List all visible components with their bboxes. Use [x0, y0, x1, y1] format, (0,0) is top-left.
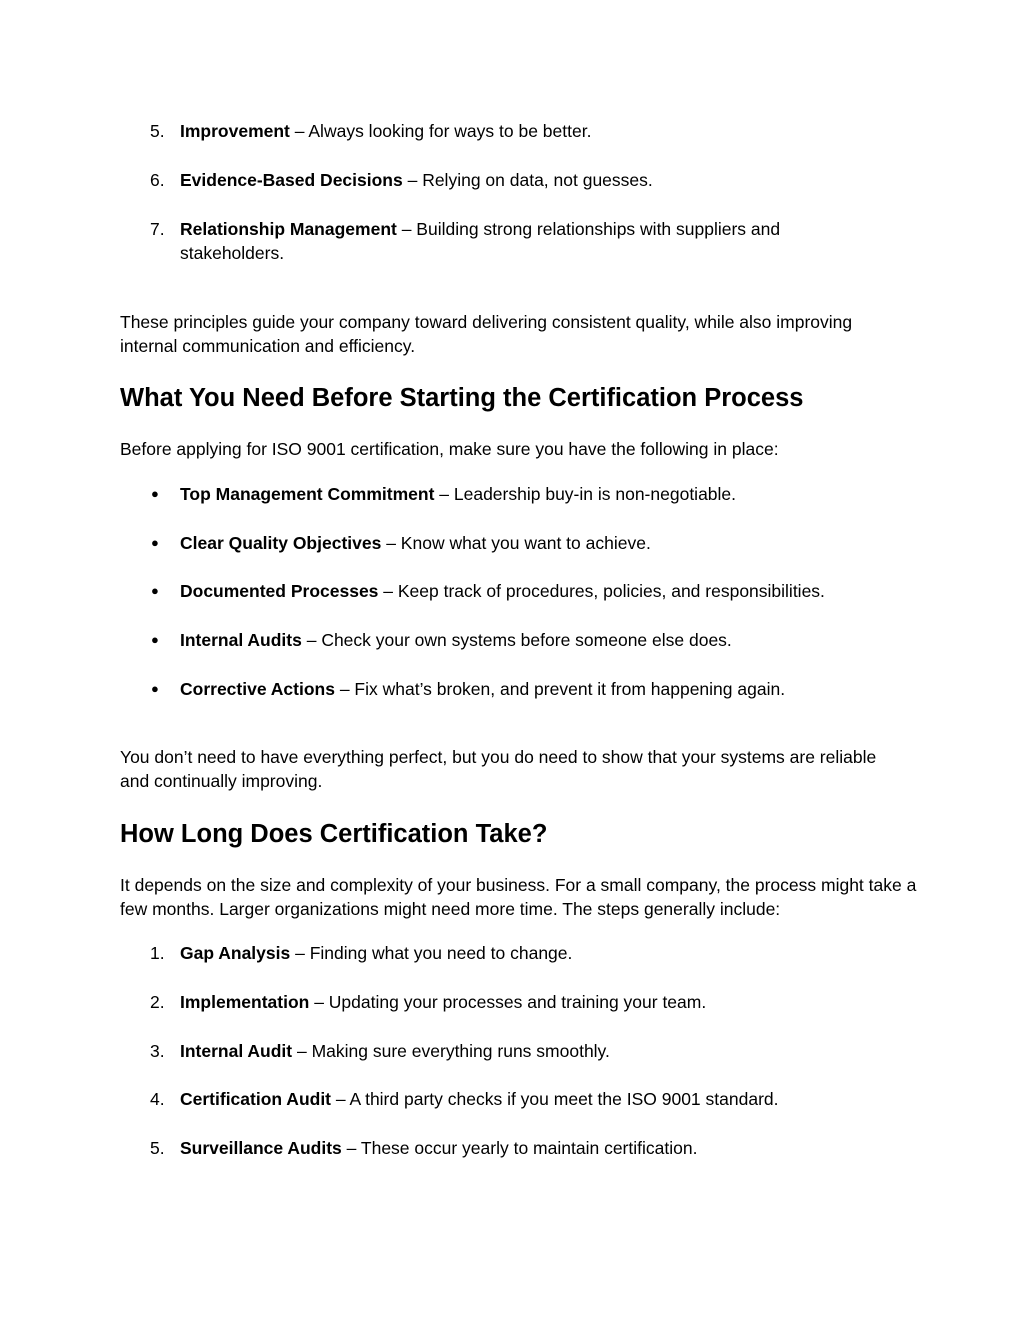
list-item-term: Surveillance Audits: [180, 1138, 342, 1158]
bullet-item: [180, 482, 900, 506]
bullet-item-text: – Keep track of procedures, policies, and responsibilities.: [378, 581, 825, 601]
bullet-icon: ●: [151, 486, 159, 501]
list-item: [180, 990, 900, 1014]
list-item: [180, 1039, 900, 1063]
bullet-icon: ●: [151, 632, 159, 647]
list-number: 6.: [150, 170, 165, 190]
list-item-text: – Updating your processes and training your team.: [309, 992, 707, 1012]
bullet-item-text: – Check your own systems before someone else does.: [301, 630, 732, 650]
body-paragraph: These principles guide your company toward delivering consistent quality, while also improving internal communication and efficiency.: [120, 312, 853, 356]
bullet-item-text: – Fix what’s broken, and prevent it from happening again.: [334, 679, 786, 699]
list-number: 4.: [150, 1089, 165, 1109]
bullet-item: [180, 531, 900, 555]
body-paragraph: It depends on the size and complexity of your business. For a small company, the process might take a few months. Larger organizations might need more time. The steps generally include:: [120, 875, 917, 919]
list-item-term: Evidence-Based Decisions: [180, 170, 403, 190]
bullet-item-term: Documented Processes: [180, 581, 379, 601]
bullet-item: [180, 628, 900, 652]
bullet-item-text: – Know what you want to achieve.: [381, 533, 651, 553]
list-item: [180, 941, 900, 965]
bullet-item-term: Internal Audits: [180, 630, 302, 650]
list-item: [180, 1136, 900, 1160]
bullet-icon: ●: [151, 583, 159, 598]
bullet-item-term: Clear Quality Objectives: [180, 533, 382, 553]
list-item-text: – Making sure everything runs smoothly.: [292, 1041, 610, 1061]
list-item-term: Internal Audit: [180, 1041, 293, 1061]
list-item-text: – These occur yearly to maintain certification.: [341, 1138, 698, 1158]
list-item-term: Relationship Management: [180, 219, 397, 239]
bullet-icon: ●: [151, 681, 159, 696]
list-number: 3.: [150, 1041, 165, 1061]
bullet-item: [180, 677, 900, 701]
body-paragraph: Before applying for ISO 9001 certification, make sure you have the following in place:: [120, 439, 779, 459]
list-item-term: Improvement: [180, 121, 290, 141]
list-item-text: – Relying on data, not guesses.: [402, 170, 653, 190]
list-item-term: Gap Analysis: [180, 943, 291, 963]
list-number: 2.: [150, 992, 165, 1012]
list-number: 5.: [150, 121, 165, 141]
list-item-text: – Finding what you need to change.: [290, 943, 573, 963]
list-item: [180, 119, 900, 143]
list-number: 7.: [150, 219, 165, 239]
list-item: [180, 168, 900, 192]
list-item-term: Implementation: [180, 992, 310, 1012]
list-item: [180, 217, 840, 265]
section-heading: How Long Does Certification Take?: [120, 820, 548, 848]
bullet-item-term: Corrective Actions: [180, 679, 335, 699]
list-item: [180, 1087, 900, 1111]
bullet-item-text: – Leadership buy-in is non-negotiable.: [434, 484, 737, 504]
list-number: 5.: [150, 1138, 165, 1158]
bullet-item-term: Top Management Commitment: [180, 484, 435, 504]
list-item-term: Certification Audit: [180, 1089, 332, 1109]
list-item-text: – Building strong relationships with suppliers and stakeholders.: [180, 219, 781, 263]
list-number: 1.: [150, 943, 165, 963]
bullet-item: [180, 579, 900, 603]
section-heading: What You Need Before Starting the Certification Process: [120, 384, 804, 412]
list-item-text: – Always looking for ways to be better.: [289, 121, 592, 141]
list-item-text: – A third party checks if you meet the ISO 9001 standard.: [331, 1089, 779, 1109]
body-paragraph: You don’t need to have everything perfect, but you do need to show that your systems are reliable and continually improving.: [120, 747, 877, 791]
bullet-icon: ●: [151, 535, 159, 550]
